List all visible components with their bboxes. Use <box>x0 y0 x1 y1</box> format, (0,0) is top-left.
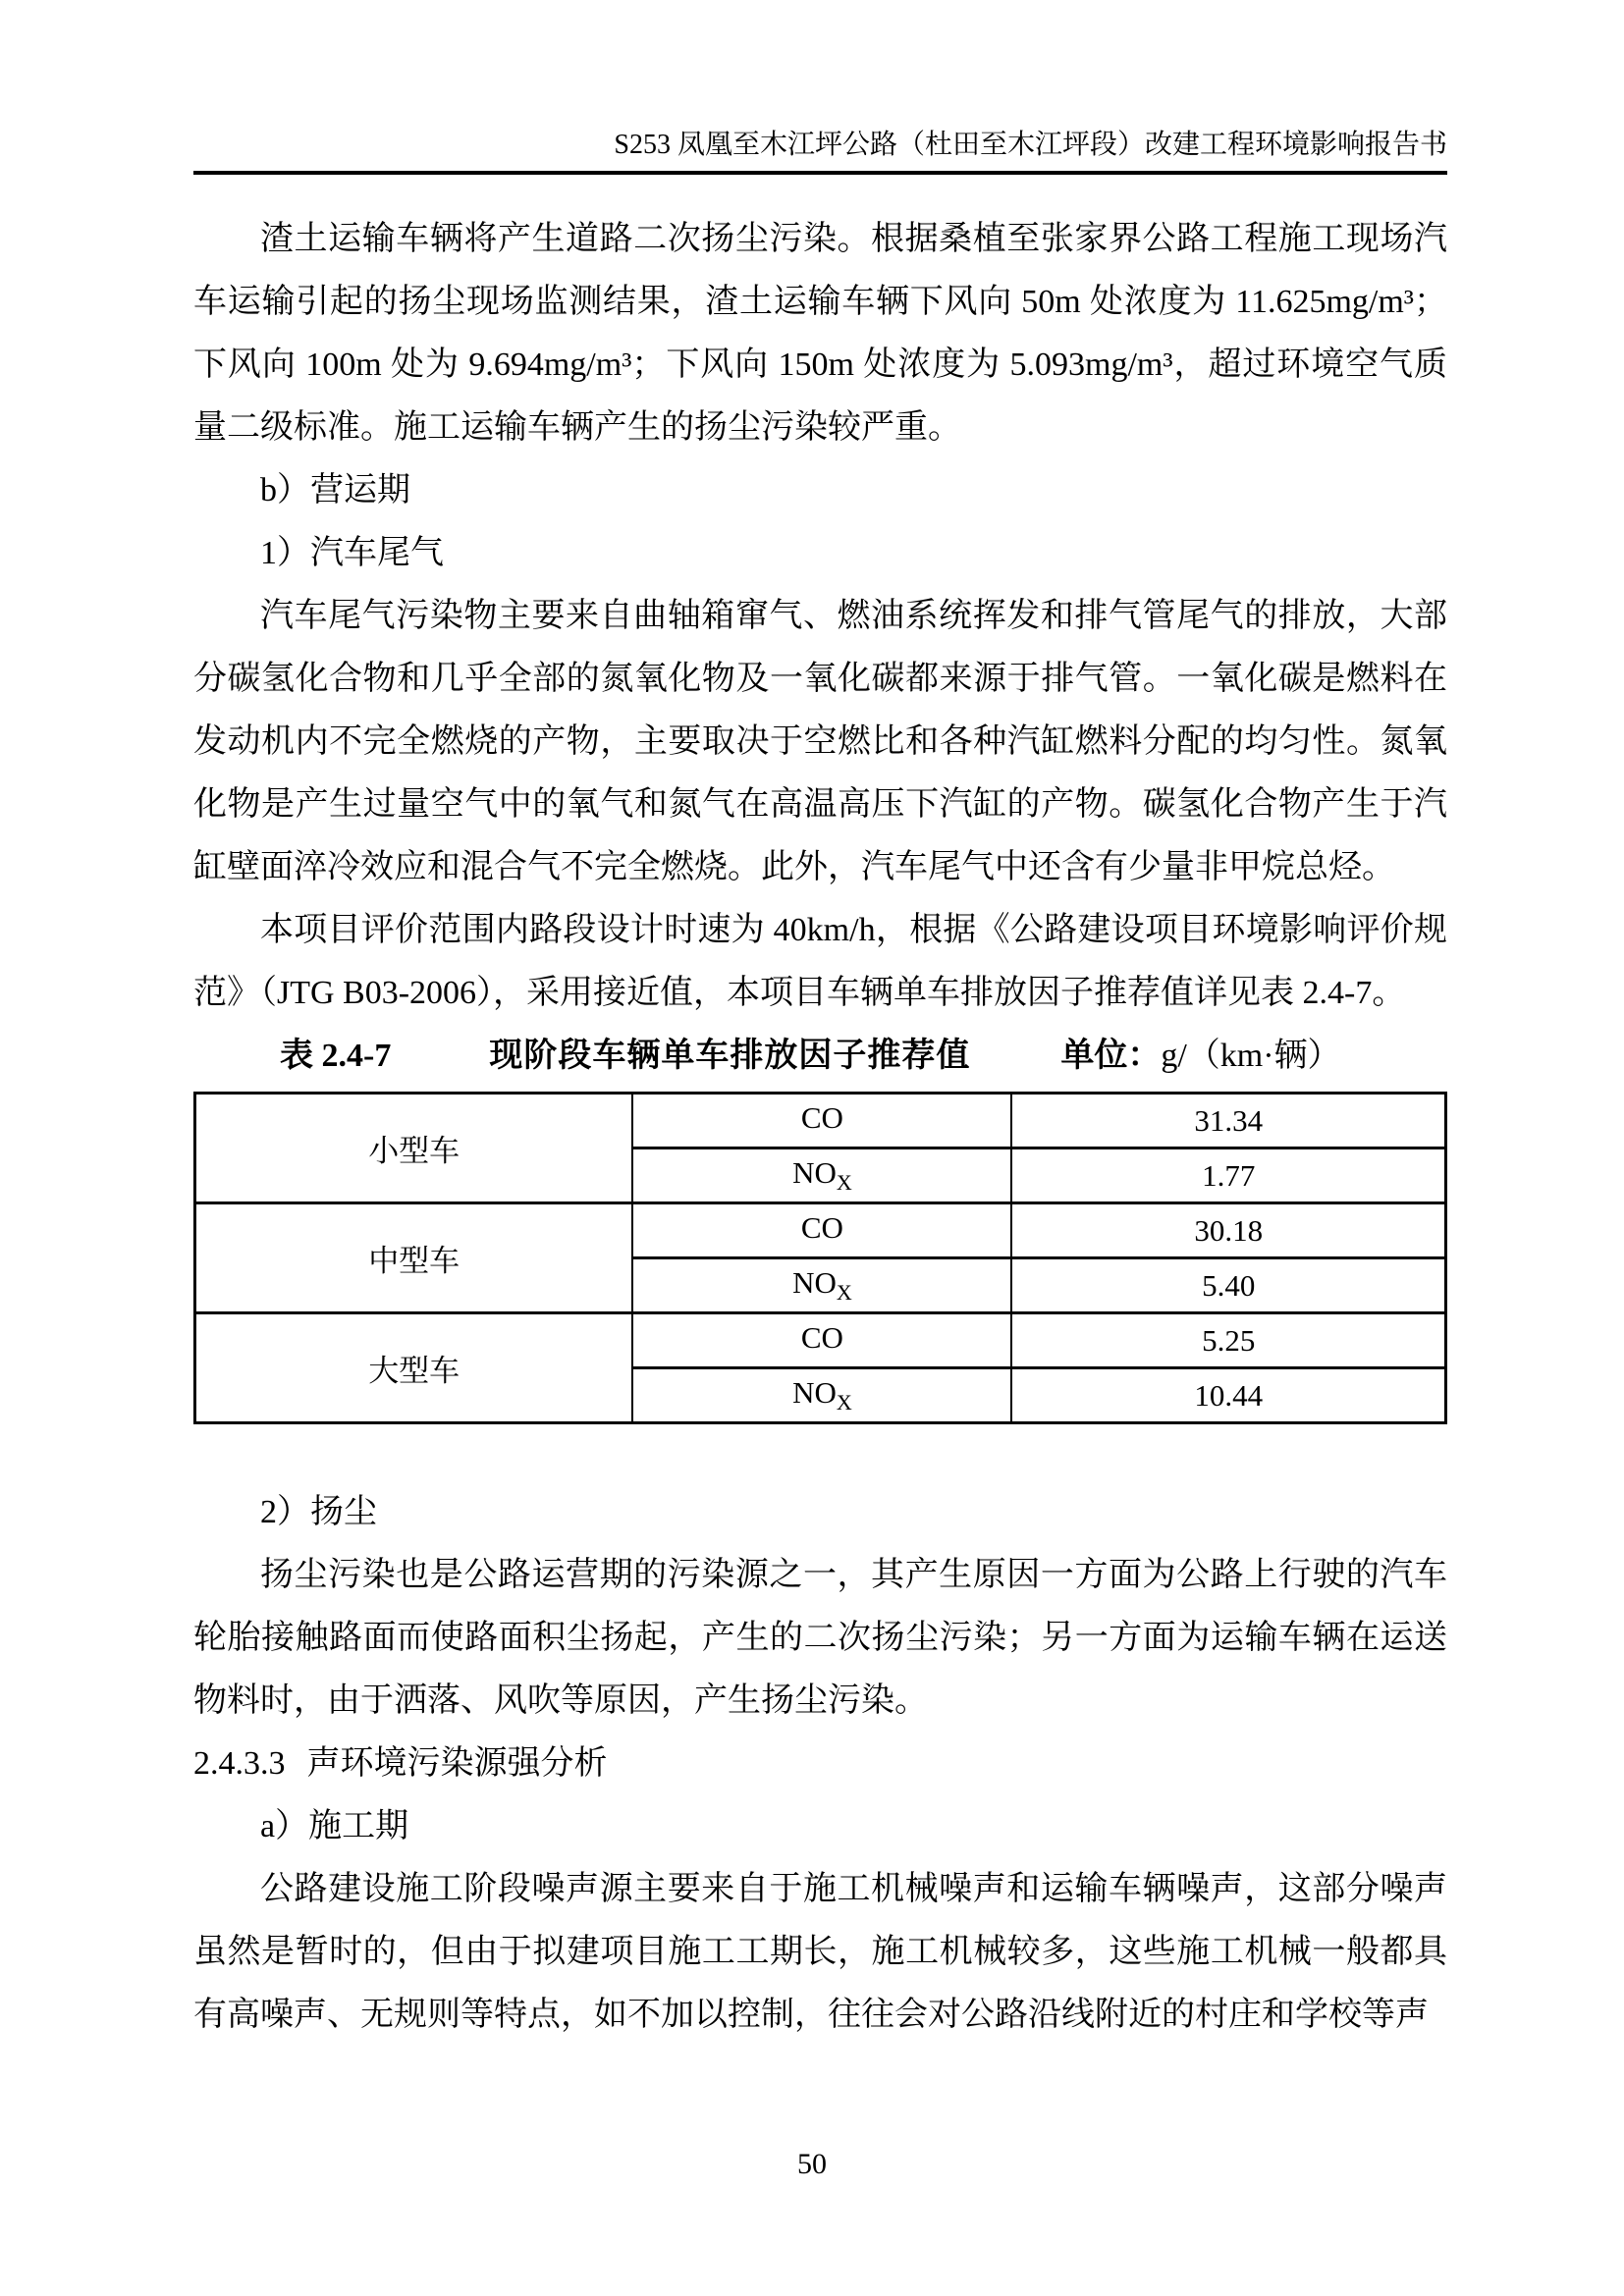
paragraph-construction-noise: 公路建设施工阶段噪声源主要来自于施工机械噪声和运输车辆噪声，这部分噪声虽然是暂时的，但由于拟建项目施工工期长，施工机械较多，这些施工机械一般都具有高噪声、无规则等特点，如不加以控制，往往会对公路沿线附近的村庄和学校等声 <box>193 1871 1447 2033</box>
pollutant-name: NO <box>792 1154 837 1190</box>
table-row <box>195 1313 1446 1368</box>
table-caption-unit-value: g/（km·辆） <box>1161 1038 1341 1074</box>
vehicle-type-cell: 大型车 <box>195 1313 633 1423</box>
pollutant-name: CO <box>800 1319 843 1355</box>
pollutant-cell <box>632 1313 1011 1368</box>
value-cell: 30.18 <box>1011 1203 1445 1258</box>
pollutant-cell <box>632 1094 1011 1148</box>
heading-vehicle-exhaust: 1）汽车尾气 <box>260 535 444 571</box>
value-cell: 5.25 <box>1011 1313 1445 1368</box>
emission-factor-table <box>193 1092 1447 1424</box>
pollutant-subscript: X <box>836 1170 852 1196</box>
vehicle-type-cell: 中型车 <box>195 1203 633 1313</box>
paragraph-vehicle-exhaust: 汽车尾气污染物主要来自曲轴箱窜气、燃油系统挥发和排气管尾气的排放，大部分碳氢化合物和几乎全部的氮氧化物及一氧化碳都来源于排气管。一氧化碳是燃料在发动机内不完全燃烧的产物，主要取决于空燃比和各种汽缸燃料分配的均匀性。氮氧化物是产生过量空气中的氧气和氮气在高温高压下汽缸的产物。碳氢化合物产生于汽缸壁面淬冷效应和混合气不完全燃烧。此外，汽车尾气中还含有少量非甲烷总烃。 <box>193 598 1447 885</box>
document-body <box>193 208 1447 2047</box>
pollutant-subscript: X <box>836 1390 852 1415</box>
paragraph-design-speed: 本项目评价范围内路段设计时速为 40km/h，根据《公路建设项目环境影响评价规范》（JTG B03-2006），采用接近值，本项目车辆单车排放因子推荐值详见表 2.4-7。 <box>193 912 1447 1011</box>
heading-dust: 2）扬尘 <box>260 1494 377 1530</box>
value-cell: 1.77 <box>1011 1148 1445 1203</box>
value-cell: 5.40 <box>1011 1258 1445 1313</box>
pollutant-subscript: X <box>836 1280 852 1306</box>
table-caption <box>193 1025 1447 1088</box>
heading-construction-period: a）施工期 <box>260 1808 409 1844</box>
table-caption-title: 现阶段车辆单车排放因子推荐值 <box>489 1038 971 1074</box>
pollutant-cell <box>632 1258 1011 1313</box>
page-header <box>193 0 1447 175</box>
pollutant-name: NO <box>792 1264 837 1300</box>
pollutant-cell <box>632 1148 1011 1203</box>
table-caption-label: 表 2.4-7 <box>280 1038 392 1074</box>
vehicle-type-cell: 小型车 <box>195 1094 633 1203</box>
paragraph-construction-dust: 渣土运输车辆将产生道路二次扬尘污染。根据桑植至张家界公路工程施工现场汽车运输引起的扬尘现场监测结果，渣土运输车辆下风向 50m 处浓度为 11.625mg/m³；下风向 100m 处为 9.694mg/m³；下风向 150m 处浓度为 5.093mg/m³，超过环境空气质量二级标准。施工运输车辆产生的扬尘污染较严重。 <box>193 221 1447 446</box>
value-cell: 31.34 <box>1011 1094 1445 1148</box>
section-title: 声环境污染源强分析 <box>306 1745 608 1782</box>
table-row <box>195 1203 1446 1258</box>
pollutant-name: CO <box>800 1209 843 1245</box>
page-footer <box>0 2148 1624 2296</box>
pollutant-name: NO <box>792 1374 837 1410</box>
pollutant-cell <box>632 1368 1011 1423</box>
pollutant-name: CO <box>800 1099 843 1135</box>
table-row <box>195 1094 1446 1148</box>
pollutant-cell <box>632 1203 1011 1258</box>
heading-operation-period: b）营运期 <box>260 472 410 508</box>
header-title: S253 凤凰至木江坪公路（杜田至木江坪段）改建工程环境影响报告书 <box>614 130 1447 160</box>
table-caption-unit-label: 单位： <box>1060 1038 1162 1074</box>
heading-noise-section <box>193 1733 1447 1795</box>
value-cell: 10.44 <box>1011 1368 1445 1423</box>
section-number: 2.4.3.3 <box>193 1745 286 1782</box>
page-number: 50 <box>797 2148 827 2180</box>
paragraph-operation-dust: 扬尘污染也是公路运营期的污染源之一，其产生原因一方面为公路上行驶的汽车轮胎接触路面而使路面积尘扬起，产生的二次扬尘污染；另一方面为运输车辆在运送物料时，由于洒落、风吹等原因，产生扬尘污染。 <box>193 1557 1447 1719</box>
